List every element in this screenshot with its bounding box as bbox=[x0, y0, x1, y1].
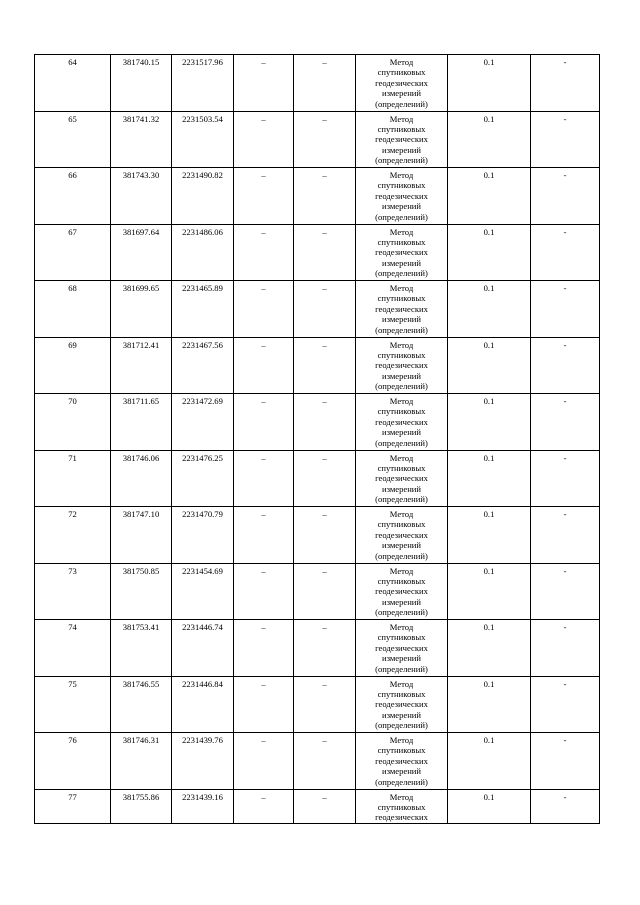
x-coordinate-cell: 381755.86 bbox=[111, 789, 172, 823]
method-text-line: Метод bbox=[389, 396, 414, 406]
empty-dash-cell: – bbox=[294, 168, 356, 225]
empty-dash-cell: – bbox=[234, 394, 294, 451]
note-cell: - bbox=[531, 224, 600, 281]
y-coordinate-cell: 2231476.25 bbox=[172, 450, 234, 507]
point-number-cell: 70 bbox=[35, 394, 111, 451]
empty-dash-cell: – bbox=[294, 337, 356, 394]
empty-dash-cell: – bbox=[234, 507, 294, 564]
note-cell: - bbox=[531, 55, 600, 112]
method-text-line: (определений) bbox=[375, 663, 428, 674]
accuracy-cell: 0.1 bbox=[448, 789, 531, 823]
empty-dash-cell: – bbox=[294, 55, 356, 112]
accuracy-cell: 0.1 bbox=[448, 337, 531, 394]
method-text-line: Метод bbox=[389, 622, 414, 632]
note-cell: - bbox=[531, 676, 600, 733]
empty-dash-cell: – bbox=[234, 676, 294, 733]
point-number-cell: 68 bbox=[35, 281, 111, 338]
empty-dash-cell: – bbox=[234, 337, 294, 394]
accuracy-cell: 0.1 bbox=[448, 394, 531, 451]
method-text-line: Метод bbox=[389, 735, 414, 745]
point-number-cell: 67 bbox=[35, 224, 111, 281]
method-text-line: измерений bbox=[381, 596, 422, 607]
method-text-line: измерений bbox=[381, 314, 422, 325]
x-coordinate-cell: 381743.30 bbox=[111, 168, 172, 225]
table-row bbox=[35, 168, 600, 225]
x-coordinate-cell: 381697.64 bbox=[111, 224, 172, 281]
point-number-cell: 77 bbox=[35, 789, 111, 823]
method-text-line: геодезических bbox=[375, 755, 428, 766]
y-coordinate-cell: 2231503.54 bbox=[172, 111, 234, 168]
note-cell: - bbox=[531, 789, 600, 823]
method-text-line: измерений bbox=[381, 653, 422, 664]
y-coordinate-cell: 2231439.16 bbox=[172, 789, 234, 823]
method-text-line: измерений bbox=[381, 88, 422, 99]
method-text-line: спутниковых bbox=[377, 123, 426, 134]
method-text-line: спутниковых bbox=[377, 575, 426, 586]
empty-dash-cell: – bbox=[234, 224, 294, 281]
method-text-line: геодезических bbox=[375, 699, 428, 710]
point-number-cell: 65 bbox=[35, 111, 111, 168]
x-coordinate-cell: 381699.65 bbox=[111, 281, 172, 338]
method-cell bbox=[356, 733, 448, 790]
accuracy-cell: 0.1 bbox=[448, 55, 531, 112]
note-cell: - bbox=[531, 337, 600, 394]
point-number-cell: 76 bbox=[35, 733, 111, 790]
method-text-line: Метод bbox=[389, 283, 414, 293]
method-text-line: Метод bbox=[389, 113, 414, 124]
table-row bbox=[35, 394, 600, 451]
method-text-line: Метод bbox=[389, 678, 414, 689]
table-row bbox=[35, 620, 600, 677]
method-text-line: геодезических bbox=[375, 642, 428, 653]
empty-dash-cell: – bbox=[234, 55, 294, 112]
method-text-line: спутниковых bbox=[377, 519, 426, 530]
y-coordinate-cell: 2231486.06 bbox=[172, 224, 234, 281]
note-cell: - bbox=[531, 563, 600, 620]
method-text-line: геодезических bbox=[375, 473, 428, 484]
method-text-line: (определений) bbox=[375, 720, 428, 731]
table-row bbox=[35, 224, 600, 281]
point-number-cell: 69 bbox=[35, 337, 111, 394]
accuracy-cell: 0.1 bbox=[448, 620, 531, 677]
note-cell: - bbox=[531, 168, 600, 225]
method-text-line: геодезических bbox=[375, 247, 428, 258]
method-text-line: спутниковых bbox=[377, 293, 426, 304]
accuracy-cell: 0.1 bbox=[448, 168, 531, 225]
x-coordinate-cell: 381712.41 bbox=[111, 337, 172, 394]
coordinates-table bbox=[34, 54, 600, 824]
note-cell: - bbox=[531, 620, 600, 677]
method-text-line: спутниковых bbox=[377, 67, 426, 78]
accuracy-cell: 0.1 bbox=[448, 507, 531, 564]
method-cell bbox=[356, 168, 448, 225]
table-body bbox=[35, 55, 600, 824]
note-cell: - bbox=[531, 394, 600, 451]
point-number-cell: 74 bbox=[35, 620, 111, 677]
table-row bbox=[35, 450, 600, 507]
method-text-line: (определений) bbox=[375, 494, 428, 505]
method-cell bbox=[356, 620, 448, 677]
point-number-cell: 73 bbox=[35, 563, 111, 620]
empty-dash-cell: – bbox=[294, 676, 356, 733]
empty-dash-cell: – bbox=[234, 111, 294, 168]
method-text-line: геодезических bbox=[375, 586, 428, 597]
accuracy-cell: 0.1 bbox=[448, 450, 531, 507]
method-cell bbox=[356, 450, 448, 507]
method-text-line: измерений bbox=[381, 427, 422, 438]
y-coordinate-cell: 2231472.69 bbox=[172, 394, 234, 451]
method-text-line: Метод bbox=[389, 565, 414, 576]
x-coordinate-cell: 381753.41 bbox=[111, 620, 172, 677]
x-coordinate-cell: 381746.31 bbox=[111, 733, 172, 790]
note-cell: - bbox=[531, 111, 600, 168]
method-cell bbox=[356, 55, 448, 112]
x-coordinate-cell: 381746.55 bbox=[111, 676, 172, 733]
method-text-line: геодезических bbox=[375, 416, 428, 427]
method-text-line: измерений bbox=[381, 483, 422, 494]
method-text-line: Метод bbox=[389, 57, 414, 67]
empty-dash-cell: – bbox=[234, 620, 294, 677]
method-text-line: спутниковых bbox=[377, 406, 426, 417]
method-text-line: геодезических bbox=[375, 529, 428, 540]
method-text-line: Метод bbox=[389, 170, 414, 180]
note-cell: - bbox=[531, 507, 600, 564]
table-row bbox=[35, 733, 600, 790]
method-text-line: (определений) bbox=[375, 155, 428, 166]
y-coordinate-cell: 2231490.82 bbox=[172, 168, 234, 225]
table-row bbox=[35, 676, 600, 733]
empty-dash-cell: – bbox=[234, 563, 294, 620]
method-cell bbox=[356, 281, 448, 338]
method-cell bbox=[356, 394, 448, 451]
method-text-line: спутниковых bbox=[377, 745, 426, 756]
empty-dash-cell: – bbox=[294, 224, 356, 281]
empty-dash-cell: – bbox=[234, 281, 294, 338]
method-text-line: Метод bbox=[389, 339, 414, 350]
y-coordinate-cell: 2231446.84 bbox=[172, 676, 234, 733]
empty-dash-cell: – bbox=[294, 620, 356, 677]
x-coordinate-cell: 381711.65 bbox=[111, 394, 172, 451]
method-text-line: измерений bbox=[381, 201, 422, 212]
method-text-line: спутниковых bbox=[377, 236, 426, 247]
table-row bbox=[35, 563, 600, 620]
accuracy-cell: 0.1 bbox=[448, 563, 531, 620]
accuracy-cell: 0.1 bbox=[448, 676, 531, 733]
empty-dash-cell: – bbox=[294, 450, 356, 507]
method-text-line: измерений bbox=[381, 766, 422, 777]
point-number-cell: 72 bbox=[35, 507, 111, 564]
empty-dash-cell: – bbox=[294, 789, 356, 823]
method-cell bbox=[356, 507, 448, 564]
method-text-line: (определений) bbox=[375, 98, 428, 109]
note-cell: - bbox=[531, 281, 600, 338]
point-number-cell: 64 bbox=[35, 55, 111, 112]
y-coordinate-cell: 2231470.79 bbox=[172, 507, 234, 564]
method-text-line: Метод bbox=[389, 226, 414, 237]
method-text-line: измерений bbox=[381, 540, 422, 551]
method-text-line: Метод bbox=[389, 509, 414, 519]
method-cell bbox=[356, 337, 448, 394]
table-row bbox=[35, 111, 600, 168]
x-coordinate-cell: 381750.85 bbox=[111, 563, 172, 620]
accuracy-cell: 0.1 bbox=[448, 111, 531, 168]
method-text-line: геодезических bbox=[375, 303, 428, 314]
method-text-line: измерений bbox=[381, 370, 422, 381]
method-text-line: (определений) bbox=[375, 381, 428, 392]
method-text-line: (определений) bbox=[375, 607, 428, 618]
method-text-line: Метод bbox=[389, 791, 414, 802]
accuracy-cell: 0.1 bbox=[448, 281, 531, 338]
method-text-line: (определений) bbox=[375, 776, 428, 787]
method-text-line: геодезических bbox=[375, 812, 428, 823]
y-coordinate-cell: 2231517.96 bbox=[172, 55, 234, 112]
method-cell bbox=[356, 224, 448, 281]
method-text-line: (определений) bbox=[375, 268, 428, 279]
y-coordinate-cell: 2231454.69 bbox=[172, 563, 234, 620]
method-text-line: спутниковых bbox=[377, 632, 426, 643]
method-text-line: геодезических bbox=[375, 134, 428, 145]
method-text-line: Метод bbox=[389, 452, 414, 463]
method-text-line: измерений bbox=[381, 144, 422, 155]
method-text-line: геодезических bbox=[375, 360, 428, 371]
method-cell bbox=[356, 676, 448, 733]
method-text-line: (определений) bbox=[375, 437, 428, 448]
method-text-line: геодезических bbox=[375, 77, 428, 88]
point-number-cell: 75 bbox=[35, 676, 111, 733]
method-text-line: измерений bbox=[381, 709, 422, 720]
note-cell: - bbox=[531, 450, 600, 507]
x-coordinate-cell: 381740.15 bbox=[111, 55, 172, 112]
x-coordinate-cell: 381741.32 bbox=[111, 111, 172, 168]
method-text-line: геодезических bbox=[375, 190, 428, 201]
empty-dash-cell: – bbox=[234, 789, 294, 823]
method-text-line: (определений) bbox=[375, 211, 428, 222]
empty-dash-cell: – bbox=[294, 563, 356, 620]
point-number-cell: 71 bbox=[35, 450, 111, 507]
method-text-line: спутниковых bbox=[377, 801, 426, 812]
note-cell: - bbox=[531, 733, 600, 790]
y-coordinate-cell: 2231465.89 bbox=[172, 281, 234, 338]
table-row bbox=[35, 55, 600, 112]
point-number-cell: 66 bbox=[35, 168, 111, 225]
table-row bbox=[35, 281, 600, 338]
empty-dash-cell: – bbox=[294, 281, 356, 338]
y-coordinate-cell: 2231467.56 bbox=[172, 337, 234, 394]
method-text-line: измерений bbox=[381, 257, 422, 268]
empty-dash-cell: – bbox=[294, 733, 356, 790]
table-row bbox=[35, 337, 600, 394]
empty-dash-cell: – bbox=[294, 507, 356, 564]
method-cell bbox=[356, 563, 448, 620]
y-coordinate-cell: 2231439.76 bbox=[172, 733, 234, 790]
method-text-line: (определений) bbox=[375, 324, 428, 335]
empty-dash-cell: – bbox=[294, 111, 356, 168]
x-coordinate-cell: 381747.10 bbox=[111, 507, 172, 564]
accuracy-cell: 0.1 bbox=[448, 224, 531, 281]
method-text-line: спутниковых bbox=[377, 688, 426, 699]
method-text-line: (определений) bbox=[375, 550, 428, 561]
x-coordinate-cell: 381746.06 bbox=[111, 450, 172, 507]
table-row bbox=[35, 789, 600, 823]
method-cell bbox=[356, 789, 448, 823]
method-text-line: спутниковых bbox=[377, 180, 426, 191]
y-coordinate-cell: 2231446.74 bbox=[172, 620, 234, 677]
table-row bbox=[35, 507, 600, 564]
accuracy-cell: 0.1 bbox=[448, 733, 531, 790]
method-text-line: спутниковых bbox=[377, 349, 426, 360]
empty-dash-cell: – bbox=[234, 450, 294, 507]
method-cell bbox=[356, 111, 448, 168]
empty-dash-cell: – bbox=[294, 394, 356, 451]
empty-dash-cell: – bbox=[234, 733, 294, 790]
empty-dash-cell: – bbox=[234, 168, 294, 225]
method-text-line: спутниковых bbox=[377, 462, 426, 473]
